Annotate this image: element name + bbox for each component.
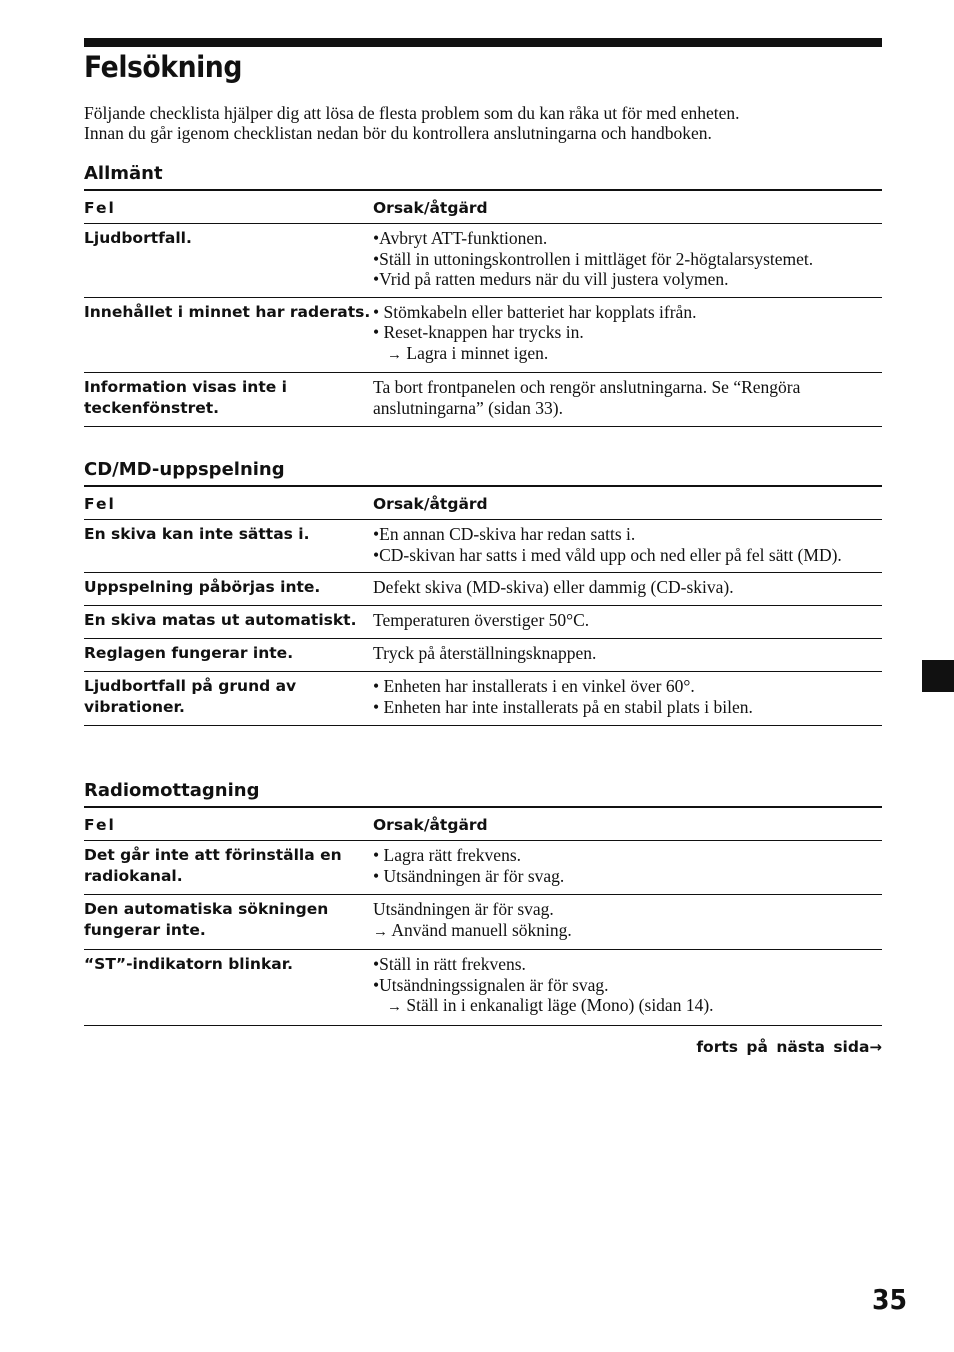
- problem-cell: “ST”-indikatorn blinkar.: [84, 950, 373, 1026]
- header-problem: Fel: [84, 486, 373, 520]
- table-header-row: [84, 807, 882, 841]
- problem-cell: Uppspelning påbörjas inte.: [84, 573, 373, 606]
- page-title: Felsökning: [84, 50, 242, 84]
- problem-cell: Den automatiska sökningen fungerar inte.: [84, 895, 373, 950]
- table-row: [84, 373, 882, 427]
- table-row: [84, 224, 882, 298]
- solution-cell: [373, 895, 882, 950]
- table-row: [84, 841, 882, 895]
- header-solution: Orsak/åtgärd: [373, 190, 882, 224]
- solution-line: •Utsändningssignalen är för svag.: [373, 974, 609, 995]
- section-heading: Allmänt: [84, 163, 163, 184]
- table-row: [84, 672, 882, 726]
- solution-cell: [373, 297, 882, 373]
- arrow-right-icon: →: [387, 999, 402, 1015]
- troubleshooting-table-general: [84, 189, 882, 427]
- solution-line: • Reset-knappen har trycks in.: [373, 322, 584, 342]
- solution-line: •Vrid på ratten medurs när du vill justera volymen.: [373, 269, 729, 289]
- problem-cell: En skiva kan inte sättas i.: [84, 520, 373, 573]
- problem-cell: En skiva matas ut automatiskt.: [84, 606, 373, 639]
- section-cdmd: [84, 459, 882, 726]
- table-row: [84, 520, 882, 573]
- solution-line: •CD-skivan har satts i med våld upp och ned eller på fel sätt (MD).: [373, 544, 842, 565]
- solution-cell: [373, 520, 882, 573]
- problem-cell: Innehållet i minnet har raderats.: [84, 297, 373, 373]
- problem-cell: Det går inte att förinställa en radiokanal.: [84, 841, 373, 895]
- arrow-right-icon: →: [869, 1038, 882, 1056]
- header-problem: Fel: [84, 807, 373, 841]
- intro-line-2: Innan du går igenom checklistan nedan bör du kontrollera anslutningarna och handboken.: [84, 123, 712, 143]
- table-row: [84, 573, 882, 606]
- table-header-row: [84, 486, 882, 520]
- solution-line: • Enheten har inte installerats på en stabil plats i bilen.: [373, 696, 753, 717]
- continued-note: [600, 1038, 882, 1056]
- header-solution: Orsak/åtgärd: [373, 486, 882, 520]
- solution-line: •Avbryt ATT-funktionen.: [373, 228, 548, 248]
- arrow-text: Använd manuell sökning.: [391, 919, 572, 940]
- arrow-right-icon: →: [387, 346, 402, 363]
- solution-arrow-line: [373, 343, 882, 366]
- solution-line: • Enheten har installerats i en vinkel över 60°.: [373, 676, 695, 696]
- section-heading: Radiomottagning: [84, 780, 260, 801]
- solution-line: • Utsändningen är för svag.: [373, 865, 565, 886]
- table-row: [84, 639, 882, 672]
- solution-cell: [373, 606, 882, 639]
- page-number: 35: [872, 1283, 908, 1316]
- solution-line: •Ställ in uttoningskontrollen i mittläget för 2-högtalarsystemet.: [373, 248, 814, 269]
- solution-cell: [373, 573, 882, 606]
- problem-cell: Ljudbortfall.: [84, 224, 373, 298]
- solution-line: • Lagra rätt frekvens.: [373, 845, 521, 865]
- solution-cell: [373, 373, 882, 427]
- troubleshooting-table-cdmd: [84, 485, 882, 726]
- solution-cell: [373, 672, 882, 726]
- top-rule: [84, 38, 882, 47]
- table-row: [84, 950, 882, 1026]
- section-allmant: [84, 163, 882, 427]
- table-row: [84, 606, 882, 639]
- solution-line: •En annan CD-skiva har redan satts i.: [373, 524, 636, 544]
- arrow-text: Lagra i minnet igen.: [406, 342, 549, 363]
- solution-line: • Stömkabeln eller batteriet har kopplats ifrån.: [373, 301, 697, 322]
- solution-line: Temperaturen överstiger 50°C.: [373, 610, 590, 630]
- solution-line: Ta bort frontpanelen och rengör anslutningarna. Se “Rengöra anslutningarna” (sidan 33).: [373, 377, 801, 418]
- solution-cell: [373, 950, 882, 1026]
- solution-arrow-line: [373, 995, 882, 1018]
- intro-text: [84, 103, 884, 143]
- troubleshooting-table-radio: [84, 806, 882, 1026]
- solution-cell: [373, 224, 882, 298]
- header-problem: Fel: [84, 190, 373, 224]
- arrow-right-icon: →: [373, 923, 388, 940]
- table-row: [84, 895, 882, 950]
- problem-cell: Information visas inte i teckenfönstret.: [84, 373, 373, 427]
- table-row: [84, 297, 882, 373]
- section-radio: [84, 780, 882, 1026]
- solution-cell: [373, 841, 882, 895]
- solution-arrow-line: [373, 920, 882, 943]
- solution-cell: [373, 639, 882, 672]
- problem-cell: Ljudbortfall på grund av vibrationer.: [84, 672, 373, 726]
- header-solution: Orsak/åtgärd: [373, 807, 882, 841]
- intro-line-1: Följande checklista hjälper dig att lösa de flesta problem som du kan råka ut för med enheten.: [84, 103, 740, 123]
- side-tab-marker: [922, 660, 954, 692]
- arrow-text: Ställ in i enkanaligt läge (Mono) (sidan 14).: [406, 995, 714, 1015]
- solution-line: Tryck på återställningsknappen.: [373, 643, 597, 663]
- problem-cell: Reglagen fungerar inte.: [84, 639, 373, 672]
- section-heading: CD/MD-uppspelning: [84, 459, 285, 480]
- table-header-row: [84, 190, 882, 224]
- solution-line: •Ställ in rätt frekvens.: [373, 954, 526, 974]
- solution-line: Defekt skiva (MD-skiva) eller dammig (CD-skiva).: [373, 577, 734, 597]
- continued-text: forts på nästa sida: [696, 1038, 870, 1056]
- solution-line: Utsändningen är för svag.: [373, 899, 554, 919]
